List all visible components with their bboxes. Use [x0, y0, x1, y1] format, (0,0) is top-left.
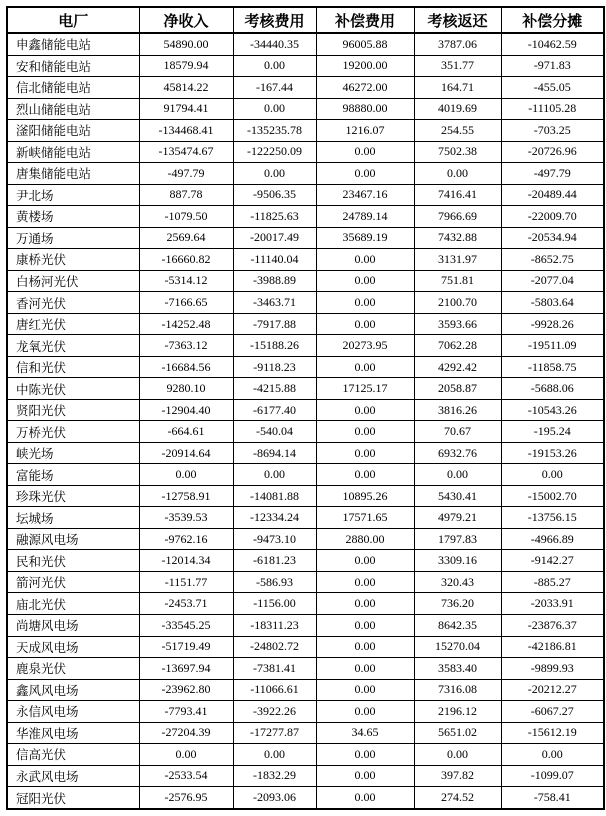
value-cell: -2576.95 — [139, 787, 233, 809]
column-header: 补偿分摊 — [501, 7, 604, 33]
value-cell: -5688.06 — [501, 378, 604, 400]
plant-name-cell: 永武风电场 — [7, 765, 139, 787]
table-row — [7, 356, 604, 378]
value-cell: -9142.27 — [501, 550, 604, 572]
value-cell: -20914.64 — [139, 442, 233, 464]
plant-name-cell: 冠阳光伏 — [7, 787, 139, 809]
value-cell: -2093.06 — [233, 787, 316, 809]
value-cell: -195.24 — [501, 421, 604, 443]
value-cell: -51719.49 — [139, 636, 233, 658]
plant-name-cell: 白杨河光伏 — [7, 270, 139, 292]
value-cell: 887.78 — [139, 184, 233, 206]
column-header: 电厂 — [7, 7, 139, 33]
table-row — [7, 658, 604, 680]
value-cell: 0.00 — [316, 313, 414, 335]
value-cell: 15270.04 — [414, 636, 501, 658]
value-cell: -11105.28 — [501, 98, 604, 120]
value-cell: 3309.16 — [414, 550, 501, 572]
value-cell: -12904.40 — [139, 399, 233, 421]
value-cell: 0.00 — [316, 249, 414, 271]
table-row — [7, 249, 604, 271]
table-row — [7, 787, 604, 809]
value-cell: -20726.96 — [501, 141, 604, 163]
value-cell: -586.93 — [233, 571, 316, 593]
column-header: 考核返还 — [414, 7, 501, 33]
value-cell: 8642.35 — [414, 614, 501, 636]
value-cell: 4292.42 — [414, 356, 501, 378]
value-cell: 3816.26 — [414, 399, 501, 421]
value-cell: 0.00 — [316, 356, 414, 378]
value-cell: 254.55 — [414, 120, 501, 142]
value-cell: 7432.88 — [414, 227, 501, 249]
value-cell: -27204.39 — [139, 722, 233, 744]
value-cell: 7966.69 — [414, 206, 501, 228]
value-cell: -6177.40 — [233, 399, 316, 421]
value-cell: 0.00 — [316, 744, 414, 766]
table-row — [7, 227, 604, 249]
value-cell: -11140.04 — [233, 249, 316, 271]
plant-name-cell: 安和储能电站 — [7, 55, 139, 77]
value-cell: -9762.16 — [139, 528, 233, 550]
value-cell: -16660.82 — [139, 249, 233, 271]
value-cell: -20534.94 — [501, 227, 604, 249]
value-cell: -122250.09 — [233, 141, 316, 163]
value-cell: -8694.14 — [233, 442, 316, 464]
value-cell: 0.00 — [316, 292, 414, 314]
plant-name-cell: 信高光伏 — [7, 744, 139, 766]
value-cell: 0.00 — [316, 163, 414, 185]
value-cell: 3787.06 — [414, 33, 501, 55]
value-cell: 45814.22 — [139, 77, 233, 99]
value-cell: 20273.95 — [316, 335, 414, 357]
plant-name-cell: 永信风电场 — [7, 701, 139, 723]
value-cell: -12758.91 — [139, 485, 233, 507]
value-cell: -20212.27 — [501, 679, 604, 701]
value-cell: -3922.26 — [233, 701, 316, 723]
value-cell: -971.83 — [501, 55, 604, 77]
plant-name-cell: 民和光伏 — [7, 550, 139, 572]
value-cell: 320.43 — [414, 571, 501, 593]
plant-name-cell: 烈山储能电站 — [7, 98, 139, 120]
plant-name-cell: 天成风电场 — [7, 636, 139, 658]
plant-name-cell: 万桥光伏 — [7, 421, 139, 443]
value-cell: 70.67 — [414, 421, 501, 443]
value-cell: -19153.26 — [501, 442, 604, 464]
value-cell: -16684.56 — [139, 356, 233, 378]
plant-name-cell: 峡光场 — [7, 442, 139, 464]
value-cell: -497.79 — [501, 163, 604, 185]
value-cell: -9473.10 — [233, 528, 316, 550]
value-cell: 3131.97 — [414, 249, 501, 271]
value-cell: 0.00 — [316, 787, 414, 809]
value-cell: 7062.28 — [414, 335, 501, 357]
value-cell: -135474.67 — [139, 141, 233, 163]
table-row — [7, 55, 604, 77]
power-plant-settlement-table — [6, 6, 605, 810]
plant-name-cell: 庙北光伏 — [7, 593, 139, 615]
value-cell: -22009.70 — [501, 206, 604, 228]
table-row — [7, 550, 604, 572]
plant-name-cell: 康桥光伏 — [7, 249, 139, 271]
value-cell: -7917.88 — [233, 313, 316, 335]
table-row — [7, 679, 604, 701]
value-cell: -9506.35 — [233, 184, 316, 206]
plant-name-cell: 新峡储能电站 — [7, 141, 139, 163]
value-cell: 0.00 — [316, 399, 414, 421]
value-cell: 0.00 — [316, 464, 414, 486]
value-cell: -34440.35 — [233, 33, 316, 55]
value-cell: 24789.14 — [316, 206, 414, 228]
table-row — [7, 184, 604, 206]
value-cell: 0.00 — [316, 421, 414, 443]
value-cell: 0.00 — [316, 270, 414, 292]
plant-name-cell: 信北储能电站 — [7, 77, 139, 99]
value-cell: 1216.07 — [316, 120, 414, 142]
value-cell: 0.00 — [233, 744, 316, 766]
value-cell: -1151.77 — [139, 571, 233, 593]
header-row — [7, 7, 604, 33]
value-cell: -15188.26 — [233, 335, 316, 357]
plant-name-cell: 鹿泉光伏 — [7, 658, 139, 680]
value-cell: 0.00 — [316, 679, 414, 701]
value-cell: 0.00 — [501, 464, 604, 486]
value-cell: 6932.76 — [414, 442, 501, 464]
value-cell: -10543.26 — [501, 399, 604, 421]
plant-name-cell: 富能场 — [7, 464, 139, 486]
value-cell: -15612.19 — [501, 722, 604, 744]
value-cell: 0.00 — [139, 464, 233, 486]
value-cell: -20017.49 — [233, 227, 316, 249]
value-cell: -1079.50 — [139, 206, 233, 228]
value-cell: 2058.87 — [414, 378, 501, 400]
value-cell: -135235.78 — [233, 120, 316, 142]
value-cell: -4215.88 — [233, 378, 316, 400]
value-cell: 19200.00 — [316, 55, 414, 77]
value-cell: -540.04 — [233, 421, 316, 443]
table-row — [7, 571, 604, 593]
value-cell: 23467.16 — [316, 184, 414, 206]
value-cell: -703.25 — [501, 120, 604, 142]
table-row — [7, 593, 604, 615]
value-cell: 91794.41 — [139, 98, 233, 120]
value-cell: -3988.89 — [233, 270, 316, 292]
value-cell: -15002.70 — [501, 485, 604, 507]
value-cell: 0.00 — [316, 614, 414, 636]
value-cell: 98880.00 — [316, 98, 414, 120]
table-row — [7, 528, 604, 550]
value-cell: 4019.69 — [414, 98, 501, 120]
value-cell: 351.77 — [414, 55, 501, 77]
value-cell: 0.00 — [414, 163, 501, 185]
table-row — [7, 485, 604, 507]
value-cell: 0.00 — [139, 744, 233, 766]
value-cell: 46272.00 — [316, 77, 414, 99]
value-cell: -3463.71 — [233, 292, 316, 314]
table-row — [7, 141, 604, 163]
plant-name-cell: 融源风电场 — [7, 528, 139, 550]
value-cell: 0.00 — [316, 550, 414, 572]
value-cell: 34.65 — [316, 722, 414, 744]
value-cell: -8652.75 — [501, 249, 604, 271]
table-row — [7, 335, 604, 357]
value-cell: 0.00 — [316, 636, 414, 658]
plant-name-cell: 贤阳光伏 — [7, 399, 139, 421]
value-cell: 7416.41 — [414, 184, 501, 206]
plant-name-cell: 龙氧光伏 — [7, 335, 139, 357]
value-cell: 0.00 — [316, 701, 414, 723]
plant-name-cell: 万通场 — [7, 227, 139, 249]
plant-name-cell: 尹北场 — [7, 184, 139, 206]
value-cell: 0.00 — [414, 464, 501, 486]
table-row — [7, 636, 604, 658]
value-cell: -11825.63 — [233, 206, 316, 228]
plant-name-cell: 坛城场 — [7, 507, 139, 529]
value-cell: -4966.89 — [501, 528, 604, 550]
value-cell: 0.00 — [316, 442, 414, 464]
plant-name-cell: 尚塘风电场 — [7, 614, 139, 636]
value-cell: 2100.70 — [414, 292, 501, 314]
value-cell: 7502.38 — [414, 141, 501, 163]
value-cell: -167.44 — [233, 77, 316, 99]
value-cell: 3583.40 — [414, 658, 501, 680]
table-row — [7, 442, 604, 464]
value-cell: -6181.23 — [233, 550, 316, 572]
value-cell: 17125.17 — [316, 378, 414, 400]
value-cell: -885.27 — [501, 571, 604, 593]
plant-name-cell: 唐集储能电站 — [7, 163, 139, 185]
value-cell: -13756.15 — [501, 507, 604, 529]
value-cell: -134468.41 — [139, 120, 233, 142]
value-cell: 0.00 — [233, 55, 316, 77]
value-cell: 2196.12 — [414, 701, 501, 723]
plant-name-cell: 申鑫储能电站 — [7, 33, 139, 55]
table-row — [7, 378, 604, 400]
value-cell: 5430.41 — [414, 485, 501, 507]
value-cell: 7316.08 — [414, 679, 501, 701]
value-cell: -23876.37 — [501, 614, 604, 636]
value-cell: 17571.65 — [316, 507, 414, 529]
plant-name-cell: 黄楼场 — [7, 206, 139, 228]
plant-name-cell: 信和光伏 — [7, 356, 139, 378]
value-cell: -497.79 — [139, 163, 233, 185]
column-header: 补偿费用 — [316, 7, 414, 33]
value-cell: 0.00 — [316, 593, 414, 615]
value-cell: 0.00 — [501, 744, 604, 766]
table-row — [7, 270, 604, 292]
value-cell: -758.41 — [501, 787, 604, 809]
value-cell: 0.00 — [316, 765, 414, 787]
value-cell: -10462.59 — [501, 33, 604, 55]
value-cell: -11066.61 — [233, 679, 316, 701]
value-cell: 54890.00 — [139, 33, 233, 55]
value-cell: -20489.44 — [501, 184, 604, 206]
table-row — [7, 722, 604, 744]
value-cell: 2569.64 — [139, 227, 233, 249]
table-body — [7, 33, 604, 809]
table-row — [7, 206, 604, 228]
value-cell: -9899.93 — [501, 658, 604, 680]
value-cell: 736.20 — [414, 593, 501, 615]
value-cell: -2077.04 — [501, 270, 604, 292]
value-cell: 274.52 — [414, 787, 501, 809]
table-row — [7, 292, 604, 314]
table-row — [7, 507, 604, 529]
value-cell: 5651.02 — [414, 722, 501, 744]
value-cell: 2880.00 — [316, 528, 414, 550]
table-row — [7, 98, 604, 120]
value-cell: -7793.41 — [139, 701, 233, 723]
value-cell: 751.81 — [414, 270, 501, 292]
value-cell: -7381.41 — [233, 658, 316, 680]
value-cell: -12014.34 — [139, 550, 233, 572]
value-cell: 164.71 — [414, 77, 501, 99]
value-cell: -2533.54 — [139, 765, 233, 787]
value-cell: -3539.53 — [139, 507, 233, 529]
plant-name-cell: 珍珠光伏 — [7, 485, 139, 507]
plant-name-cell: 唐红光伏 — [7, 313, 139, 335]
value-cell: 10895.26 — [316, 485, 414, 507]
value-cell: -17277.87 — [233, 722, 316, 744]
value-cell: 0.00 — [316, 141, 414, 163]
table-row — [7, 77, 604, 99]
value-cell: -24802.72 — [233, 636, 316, 658]
value-cell: -5803.64 — [501, 292, 604, 314]
table-row — [7, 313, 604, 335]
table-row — [7, 765, 604, 787]
value-cell: 1797.83 — [414, 528, 501, 550]
table-row — [7, 33, 604, 55]
table-row — [7, 399, 604, 421]
value-cell: 4979.21 — [414, 507, 501, 529]
table-row — [7, 744, 604, 766]
value-cell: -14081.88 — [233, 485, 316, 507]
table-row — [7, 421, 604, 443]
value-cell: 9280.10 — [139, 378, 233, 400]
value-cell: -19511.09 — [501, 335, 604, 357]
value-cell: 0.00 — [316, 571, 414, 593]
column-header: 净收入 — [139, 7, 233, 33]
value-cell: 0.00 — [414, 744, 501, 766]
table-row — [7, 464, 604, 486]
plant-name-cell: 箭河光伏 — [7, 571, 139, 593]
value-cell: -42186.81 — [501, 636, 604, 658]
value-cell: -13697.94 — [139, 658, 233, 680]
plant-name-cell: 中陈光伏 — [7, 378, 139, 400]
value-cell: -664.61 — [139, 421, 233, 443]
value-cell: 18579.94 — [139, 55, 233, 77]
value-cell: -7363.12 — [139, 335, 233, 357]
value-cell: -7166.65 — [139, 292, 233, 314]
value-cell: -11858.75 — [501, 356, 604, 378]
value-cell: -5314.12 — [139, 270, 233, 292]
value-cell: 397.82 — [414, 765, 501, 787]
table-row — [7, 163, 604, 185]
value-cell: 35689.19 — [316, 227, 414, 249]
plant-name-cell: 香河光伏 — [7, 292, 139, 314]
table-header — [7, 7, 604, 33]
value-cell: -455.05 — [501, 77, 604, 99]
value-cell: -18311.23 — [233, 614, 316, 636]
value-cell: 0.00 — [316, 658, 414, 680]
value-cell: -23962.80 — [139, 679, 233, 701]
value-cell: -9118.23 — [233, 356, 316, 378]
plant-name-cell: 鑫风风电场 — [7, 679, 139, 701]
value-cell: -1832.29 — [233, 765, 316, 787]
plant-name-cell: 滏阳储能电站 — [7, 120, 139, 142]
table-row — [7, 120, 604, 142]
value-cell: -12334.24 — [233, 507, 316, 529]
table-row — [7, 614, 604, 636]
value-cell: -14252.48 — [139, 313, 233, 335]
value-cell: 3593.66 — [414, 313, 501, 335]
value-cell: -6067.27 — [501, 701, 604, 723]
value-cell: 0.00 — [233, 98, 316, 120]
value-cell: -33545.25 — [139, 614, 233, 636]
value-cell: 0.00 — [233, 163, 316, 185]
value-cell: -2453.71 — [139, 593, 233, 615]
value-cell: -9928.26 — [501, 313, 604, 335]
plant-name-cell: 华淮风电场 — [7, 722, 139, 744]
column-header: 考核费用 — [233, 7, 316, 33]
value-cell: 96005.88 — [316, 33, 414, 55]
value-cell: -2033.91 — [501, 593, 604, 615]
value-cell: 0.00 — [233, 464, 316, 486]
value-cell: -1156.00 — [233, 593, 316, 615]
value-cell: -1099.07 — [501, 765, 604, 787]
table-row — [7, 701, 604, 723]
